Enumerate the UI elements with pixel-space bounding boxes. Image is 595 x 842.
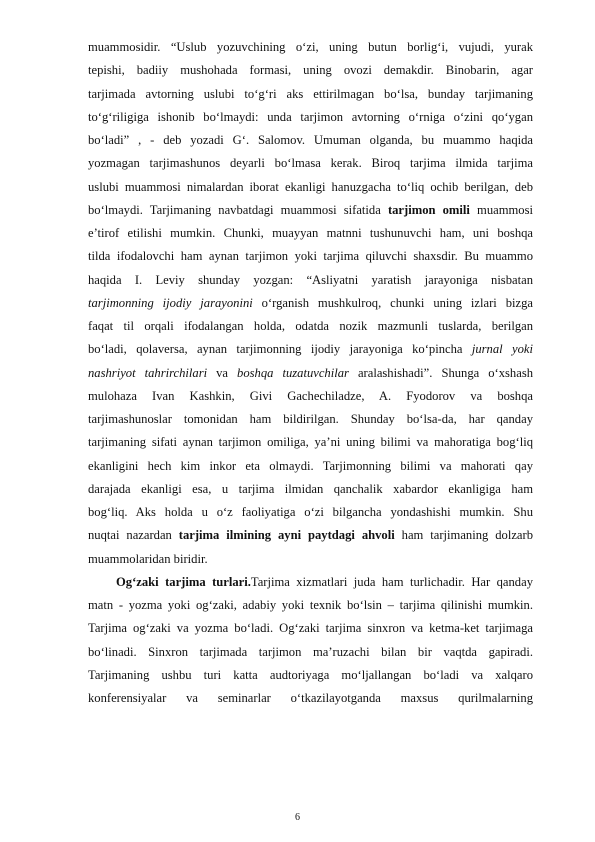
section-heading: Og‘zaki tarjima turlari. — [116, 574, 251, 589]
text-line: darajada ekanligi esa, u tarjima ilmidan qanchalik xabardor ekanligiga ham — [88, 481, 533, 496]
italic-term: boshqa tuzatuvchilar — [237, 365, 349, 380]
bold-term: tarjima ilmining ayni paytdagi ahvoli — [178, 528, 395, 543]
text-line: haqida I. Leviy shunday yozgan: “Asliyatni yaratish jarayoniga nisbatan — [88, 272, 533, 287]
text-line: bo‘lmaydi. Tarjimaning navbatdagi muammosi sifatida tarjimon omili muammosi — [88, 202, 533, 217]
text-line: e’tirof etilishi mumkin. Chunki, muayyan matnni tushunuvchi ham, uni boshqa — [88, 226, 533, 240]
text-line: bo‘ladi” , - deb yozadi G‘. Salomov. Umuman olganda, bu muammo haqida — [88, 133, 533, 147]
text-line: Tarjimaning ushbu turi katta audtoriyaga mo‘ljallangan bo‘ladi va xalqaro — [88, 667, 533, 682]
italic-term: tarjimonning ijodiy jarayonini — [88, 295, 253, 310]
text-line: bo‘linadi. Sinxron tarjimada tarjimon ma’ruzachi bilan bir vaqtda gapiradi. — [88, 644, 533, 659]
text-line: nuqtai nazardan tarjima ilmining ayni paytdagi ahvoli ham tarjimaning dolzarb — [88, 528, 533, 543]
text-line: muammolaridan biridir. — [88, 551, 208, 566]
text-line: tarjimashunoslar tomonidan ham bildirilgan. Shunday bo‘lsa-da, har qanday — [88, 412, 533, 426]
text-line: mulohaza Ivan Kashkin, Givi Gachechiladze, A. Fyodorov va boshqa — [88, 388, 533, 403]
page-number: 6 — [295, 812, 300, 823]
text-line: konferensiyalar va seminarlar o‘tkazilayotganda maxsus qurilmalarning — [88, 691, 533, 705]
text-line: to‘g‘riligiga ishonib bo‘lmaydi: unda tarjimon avtorning o‘rniga o‘zini qo‘ygan — [88, 109, 533, 124]
text-line: tilda ifodalovchi ham aynan tarjimon yoki tarjima qiluvchi shaxsdir. Bu muammo — [88, 249, 533, 264]
text-line: matn - yozma yoki og‘zaki, adabiy yoki texnik bo‘lsin – tarjima qilinishi mumkin. — [88, 598, 533, 612]
text-line: muammosidir. “Uslub yozuvchining o‘zi, uning butun borlig‘i, vujudi, yurak — [88, 40, 533, 54]
text-line: tarjimaning sifati aynan tarjimon omiliga, ya’ni uning bilimi va mahoratiga bog‘liq — [88, 435, 533, 450]
text-line: ekanligini hech kim inkor eta olmaydi. Tarjimonning bilimi va mahorati qay — [88, 458, 533, 473]
text-line: tarjimonning ijodiy jarayonini o‘rganish mushkulroq, chunki uning izlari bizga — [88, 295, 533, 310]
italic-term: nashriyot tahrirchilari — [88, 365, 208, 380]
italic-term: jurnal yoki — [471, 342, 533, 357]
bold-term: tarjimon omili — [387, 202, 470, 217]
text-line: tarjimada avtorning uslubi to‘g‘ri aks ettirilmagan bo‘lsa, bunday tarjimaning — [88, 86, 533, 101]
text-line: tepishi, badiiy mushohada formasi, uning ovozi demakdir. Binobarin, agar — [88, 63, 533, 78]
document-body — [88, 36, 533, 710]
text-line: bog‘liq. Aks holda u o‘z faoliyatiga o‘zi bilgancha yondashishi mumkin. Shu — [88, 505, 533, 519]
text-line: bo‘ladi, qolaversa, aynan tarjimonning ijodiy jarayoniga ko‘pincha jurnal yoki — [88, 342, 533, 357]
text-line: uslubi muammosi nimalardan iborat ekanligi hanuzgacha to‘liq ochib berilgan, deb — [88, 179, 533, 194]
text-line: faqat til orqali ifodalangan holda, odatda nozik mazmunli tuslarda, berilgan — [88, 319, 533, 333]
text-line: nashriyot tahrirchilari va boshqa tuzatuvchilar aralashishadi”. Shunga o‘xshash — [88, 365, 534, 380]
text-line: yozmagan tarjimashunos deyarli bo‘lmasa kerak. Biroq tarjima ilmida tarjima — [88, 156, 533, 171]
text-line: Tarjima og‘zaki va yozma bo‘ladi. Og‘zaki tarjima sinxron va ketma-ket tarjimaga — [88, 621, 533, 636]
text-line: Og‘zaki tarjima turlari.Tarjima xizmatlari juda ham turlichadir. Har qanday — [116, 574, 533, 589]
